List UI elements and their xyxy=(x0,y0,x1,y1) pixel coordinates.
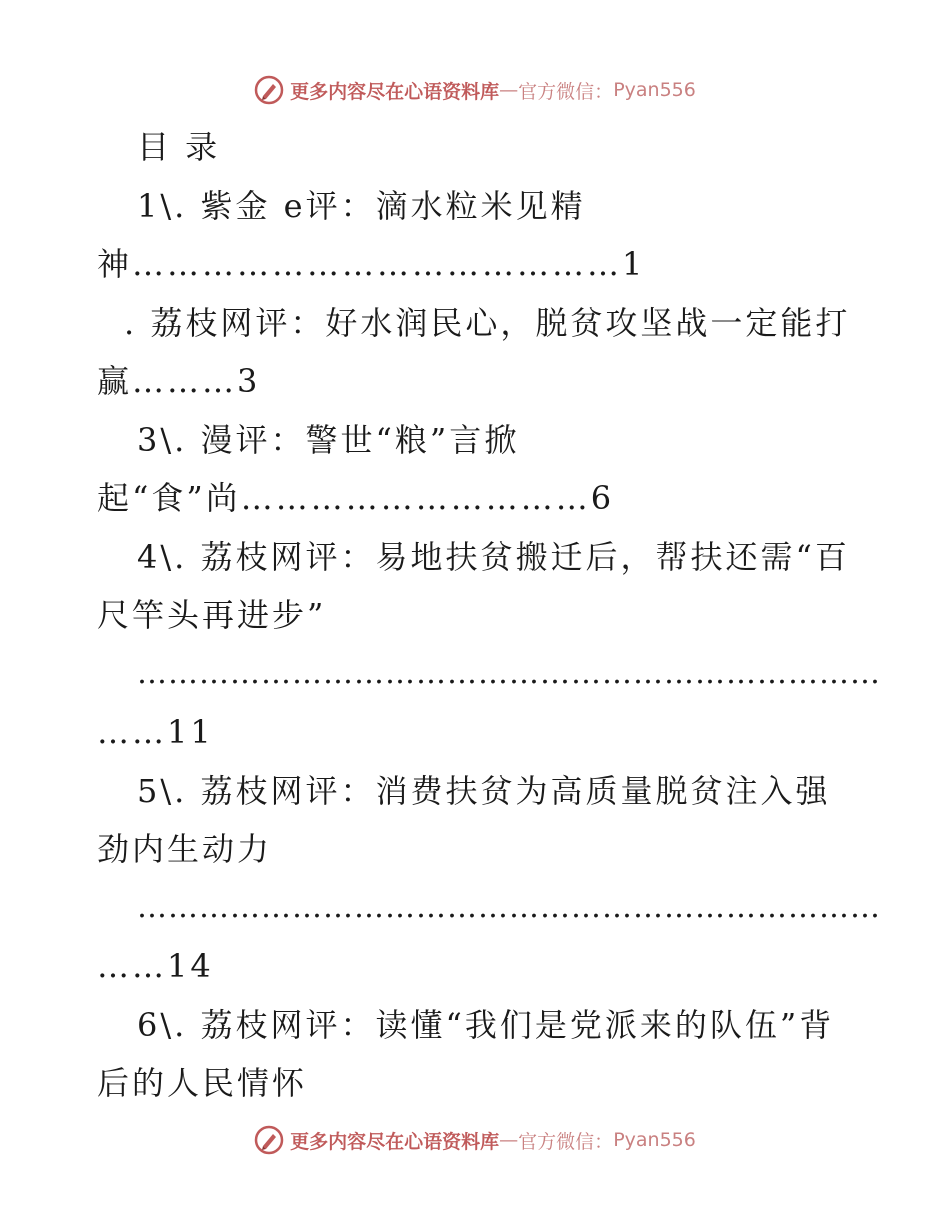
banner-wechat-label: 官方微信： xyxy=(518,80,614,103)
footer-banner xyxy=(0,1120,950,1160)
banner-wechat-id: Pyan556 xyxy=(613,79,696,101)
toc-title: 目 录 xyxy=(137,128,221,166)
toc-line: ……11 xyxy=(97,713,214,751)
toc-line: 后的人民情怀 xyxy=(97,1064,308,1102)
toc-line: 赢………3 xyxy=(97,362,261,400)
toc-line: ……………………………………………………………… xyxy=(137,656,881,691)
toc-line: ……14 xyxy=(97,947,214,985)
banner-separator: — xyxy=(499,79,519,101)
toc-line: 3\. 漫评：警世“粮”言掀 xyxy=(137,421,520,459)
toc-line: 4\. 荔枝网评：易地扶贫搬迁后，帮扶还需“百 xyxy=(137,538,850,576)
toc-line: 神……………………………………1 xyxy=(97,245,646,283)
pen-logo-icon xyxy=(254,1125,284,1155)
banner-wechat-id: Pyan556 xyxy=(613,1129,696,1151)
banner-wechat-label: 官方微信： xyxy=(518,1130,614,1153)
toc-line: 5\. 荔枝网评：消费扶贫为高质量脱贫注入强 xyxy=(137,772,831,810)
banner-text: 更多内容尽在心语资料库 xyxy=(290,80,500,103)
toc-line: 1\. 紫金 e评：滴水粒米见精 xyxy=(137,187,586,225)
toc-line: 劲内生动力 xyxy=(97,830,273,868)
toc-line: 起“食”尚…………………………6 xyxy=(97,479,615,517)
pen-logo-icon xyxy=(254,75,284,105)
toc-line: . 荔枝网评：好水润民心，脱贫攻坚战一定能打 xyxy=(124,304,851,342)
banner-text: 更多内容尽在心语资料库 xyxy=(290,1130,500,1153)
header-banner xyxy=(0,70,950,110)
toc-line: 尺竿头再进步” xyxy=(97,596,327,634)
toc-line: ……………………………………………………………… xyxy=(137,890,881,925)
toc-line: 6\. 荔枝网评：读懂“我们是党派来的队伍”背 xyxy=(137,1006,835,1044)
banner-separator: — xyxy=(499,1129,519,1151)
